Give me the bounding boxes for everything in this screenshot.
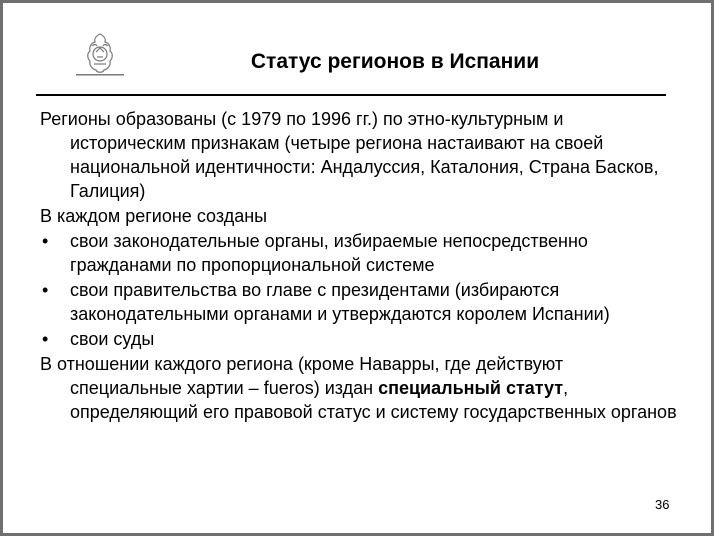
statute-text-end: , определяющий его правовой статус и систему государственных органов: [70, 378, 677, 422]
paragraph-special-statute: [40, 352, 680, 424]
list-item-text: свои правительства во главе с президентами (избираются законодательными органами и утверждаются королем Испании): [70, 280, 610, 324]
list-item: [40, 278, 680, 326]
list-item-text: свои законодательные органы, избираемые непосредственно гражданами по пропорциональной системе: [70, 231, 588, 275]
slide-body: [40, 107, 680, 425]
bullet-icon: •: [42, 280, 49, 300]
page-number: 36: [655, 497, 670, 512]
list-item: [40, 229, 680, 277]
statute-text-bold: специальный статут: [378, 378, 564, 398]
list-item-text: свои суды: [70, 329, 155, 349]
paragraph-regions-bodies: В каждом регионе созданы: [40, 206, 268, 226]
list-item: [40, 327, 680, 351]
title-divider: [36, 94, 666, 96]
bullet-icon: •: [42, 329, 49, 349]
bullet-icon: •: [42, 231, 49, 251]
slide-title: Статус регионов в Испании: [250, 50, 540, 73]
paragraph-regions-formation: Регионы образованы (с 1979 по 1996 гг.) по этно-культурным и историческим признакам (четыре региона настаивают на своей национальной идентичности: Андалуссия, Каталония, Страна Басков, Галиция): [40, 109, 659, 201]
statute-text-start: В отношении каждого региона (кроме Наварры, где действуют специальные хартии – fueros) издан: [40, 354, 564, 398]
university-emblem-icon: [72, 30, 128, 82]
